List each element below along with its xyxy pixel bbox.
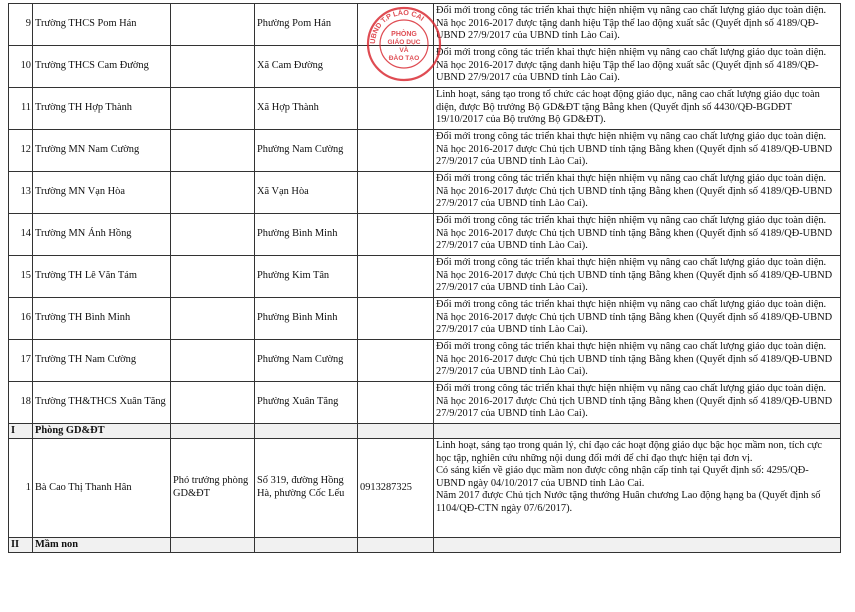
unit-name: Trường TH&THCS Xuân Tăng: [33, 382, 171, 424]
row-number: 13: [9, 172, 33, 214]
achievement-cell: Đổi mới trong công tác triển khai thực hiện nhiệm vụ nâng cao chất lượng giáo dục toàn diện. Nă học 2016-2017 được Chủ tịch UBND tỉnh tặng Bằng khen (Quyết định số 4189/QĐ-UBND 27/9/2017 của UBND tỉnh Lào Cai).: [434, 298, 841, 340]
section-empty-cell: [358, 424, 434, 439]
phone-cell: [358, 214, 434, 256]
table-row: [9, 382, 841, 424]
unit-name: Trường TH Hợp Thành: [33, 88, 171, 130]
unit-name: Trường MN Ánh Hồng: [33, 214, 171, 256]
section-empty-cell: [434, 424, 841, 439]
table-row: [9, 340, 841, 382]
achievement-cell: Đổi mới trong công tác triển khai thực hiện nhiệm vụ nâng cao chất lượng giáo dục toàn diện. Nă học 2016-2017 được Chủ tịch UBND tỉnh tặng Bằng khen (Quyết định số 4189/QĐ-UBND 27/9/2017 của UBND tỉnh Lào Cai).: [434, 172, 841, 214]
position-cell: [171, 46, 255, 88]
section-header-row: [9, 424, 841, 439]
achievement-line: Linh hoạt, sáng tạo trong quản lý, chỉ đạo các hoạt động giáo dục bậc học mầm non, tích cực học tập, nghiên cứu những nội dung đổi mới để chỉ đạo thực hiện tại đơn vị.: [436, 440, 822, 464]
address-cell: Phường Bình Minh: [255, 214, 358, 256]
row-number: 14: [9, 214, 33, 256]
unit-name: Trường TH Lê Văn Tám: [33, 256, 171, 298]
seal-text-line: PHÒNG: [391, 31, 417, 38]
achievement-table: [8, 3, 841, 553]
section-title: Phòng GD&ĐT: [33, 424, 171, 439]
position-cell: [171, 172, 255, 214]
person-name: Bà Cao Thị Thanh Hân: [33, 439, 171, 538]
address-cell: Phường Bình Minh: [255, 298, 358, 340]
achievement-cell: Đổi mới trong công tác triển khai thực hiện nhiệm vụ nâng cao chất lượng giáo dục toàn diện. Nă học 2016-2017 được Chủ tịch UBND tỉnh tặng Bằng khen (Quyết định số 4189/QĐ-UBND 27/9/2017 của UBND tỉnh Lào Cai).: [434, 214, 841, 256]
section-number: I: [9, 424, 33, 439]
table-row: [9, 214, 841, 256]
address-cell: Phường Pom Hán: [255, 4, 358, 46]
achievement-cell: Đổi mới trong công tác triển khai thực hiện nhiệm vụ nâng cao chất lượng giáo dục toàn diện. Nă học 2016-2017 được Chủ tịch UBND tỉnh tặng Bằng khen (Quyết định số 4189/QĐ-UBND 27/9/2017 của UBND tỉnh Lào Cai).: [434, 340, 841, 382]
seal-text-line: ĐÀO TẠO: [388, 55, 420, 62]
phone-cell: [358, 130, 434, 172]
address-cell: Phường Xuân Tăng: [255, 382, 358, 424]
table-row: [9, 88, 841, 130]
achievement-cell: Đổi mới trong công tác triển khai thực hiện nhiệm vụ nâng cao chất lượng giáo dục toàn diện. Nă học 2016-2017 được tặng danh hiệu Tập thể lao động xuất sắc (Quyết định số 4189/QĐ-UBND 27/9/2017 của UBND tỉnh Lào Cai).: [434, 46, 841, 88]
unit-name: Trường MN Nam Cường: [33, 130, 171, 172]
unit-name: Trường THCS Cam Đường: [33, 46, 171, 88]
unit-name: Trường THCS Pom Hán: [33, 4, 171, 46]
address-cell: Xã Hợp Thành: [255, 88, 358, 130]
achievement-cell: Đổi mới trong công tác triển khai thực hiện nhiệm vụ nâng cao chất lượng giáo dục toàn diện. Nă học 2016-2017 được Chủ tịch UBND tỉnh tặng Bằng khen (Quyết định số 4189/QĐ-UBND 27/9/2017 của UBND tỉnh Lào Cai).: [434, 382, 841, 424]
position-cell: [171, 130, 255, 172]
table-row: [9, 46, 841, 88]
phone-cell: [358, 4, 434, 46]
row-number: 11: [9, 88, 33, 130]
position-cell: [171, 382, 255, 424]
phone-cell: [358, 172, 434, 214]
position-cell: [171, 4, 255, 46]
achievement-line: Có sáng kiến về giáo dục mầm non được công nhận cấp tỉnh tại Quyết định số: 4295/QĐ-UBND ngày 04/10/2017 của UBND tỉnh Lào Cai.: [436, 465, 809, 489]
section-empty-cell: [171, 538, 255, 553]
section-empty-cell: [255, 424, 358, 439]
row-number: 9: [9, 4, 33, 46]
seal-text-line: VÀ: [399, 47, 409, 54]
section-empty-cell: [434, 538, 841, 553]
section-number: II: [9, 538, 33, 553]
table-row: [9, 172, 841, 214]
row-number: 18: [9, 382, 33, 424]
section-empty-cell: [171, 424, 255, 439]
address-cell: Phường Kim Tân: [255, 256, 358, 298]
position-cell: [171, 256, 255, 298]
table-row: [9, 256, 841, 298]
phone-cell: [358, 46, 434, 88]
unit-name: Trường MN Vạn Hòa: [33, 172, 171, 214]
phone-cell: [358, 88, 434, 130]
phone-cell: [358, 340, 434, 382]
unit-name: Trường TH Bình Minh: [33, 298, 171, 340]
position-cell: [171, 88, 255, 130]
address-cell: Phường Nam Cường: [255, 340, 358, 382]
table-row: [9, 298, 841, 340]
position-cell: [171, 214, 255, 256]
address-cell: Phường Nam Cường: [255, 130, 358, 172]
table-row: [9, 4, 841, 46]
person-row: [9, 439, 841, 538]
row-number: 16: [9, 298, 33, 340]
section-empty-cell: [358, 538, 434, 553]
achievement-cell: Đổi mới trong công tác triển khai thực hiện nhiệm vụ nâng cao chất lượng giáo dục toàn diện. Nă học 2016-2017 được Chủ tịch UBND tỉnh tặng Bằng khen (Quyết định số 4189/QĐ-UBND 27/9/2017 của UBND tỉnh Lào Cai).: [434, 130, 841, 172]
person-address: Số 319, đường Hồng Hà, phường Cốc Lếu: [255, 439, 358, 538]
achievement-cell: Linh hoạt, sáng tạo trong tổ chức các hoạt động giáo dục, nâng cao chất lượng giáo dục toàn diện, được Bộ trưởng Bộ GD&ĐT tặng Bằng khen (Quyết định số 4430/QĐ-BGDĐT 19/10/2017 của Bộ trưởng Bộ GD&ĐT).: [434, 88, 841, 130]
seal-ring-text: UBND T.P LÀO CAI: [367, 7, 426, 45]
row-number: 15: [9, 256, 33, 298]
position-cell: [171, 340, 255, 382]
row-number: 10: [9, 46, 33, 88]
address-cell: Xã Vạn Hòa: [255, 172, 358, 214]
phone-cell: [358, 256, 434, 298]
phone-cell: [358, 382, 434, 424]
person-phone: 0913287325: [358, 439, 434, 538]
row-number: 1: [9, 439, 33, 538]
section-header-row: [9, 538, 841, 553]
section-title: Mầm non: [33, 538, 171, 553]
row-number: 12: [9, 130, 33, 172]
table-body: [9, 4, 841, 553]
row-number: 17: [9, 340, 33, 382]
position-cell: [171, 298, 255, 340]
address-cell: Xã Cam Đường: [255, 46, 358, 88]
phone-cell: [358, 298, 434, 340]
seal-text-line: GIÁO DỤC: [387, 39, 421, 46]
person-position: Phó trưởng phòng GD&ĐT: [171, 439, 255, 538]
achievement-cell: Đổi mới trong công tác triển khai thực hiện nhiệm vụ nâng cao chất lượng giáo dục toàn diện. Nă học 2016-2017 được Chủ tịch UBND tỉnh tặng Bằng khen (Quyết định số 4189/QĐ-UBND 27/9/2017 của UBND tỉnh Lào Cai).: [434, 256, 841, 298]
table-row: [9, 130, 841, 172]
achievement-line: Năm 2017 được Chủ tịch Nước tặng thưởng Huân chương Lao động hạng ba (Quyết định số 1104/QĐ-CTN ngày 07/6/2017).: [436, 490, 821, 514]
person-achievement: [434, 439, 841, 538]
section-empty-cell: [255, 538, 358, 553]
unit-name: Trường TH Nam Cường: [33, 340, 171, 382]
achievement-cell: Đổi mới trong công tác triển khai thực hiện nhiệm vụ nâng cao chất lượng giáo dục toàn diện. Nă học 2016-2017 được tặng danh hiệu Tập thể lao động xuất sắc (Quyết định số 4189/QĐ-UBND 27/9/2017 của UBND tỉnh Lào Cai).: [434, 4, 841, 46]
